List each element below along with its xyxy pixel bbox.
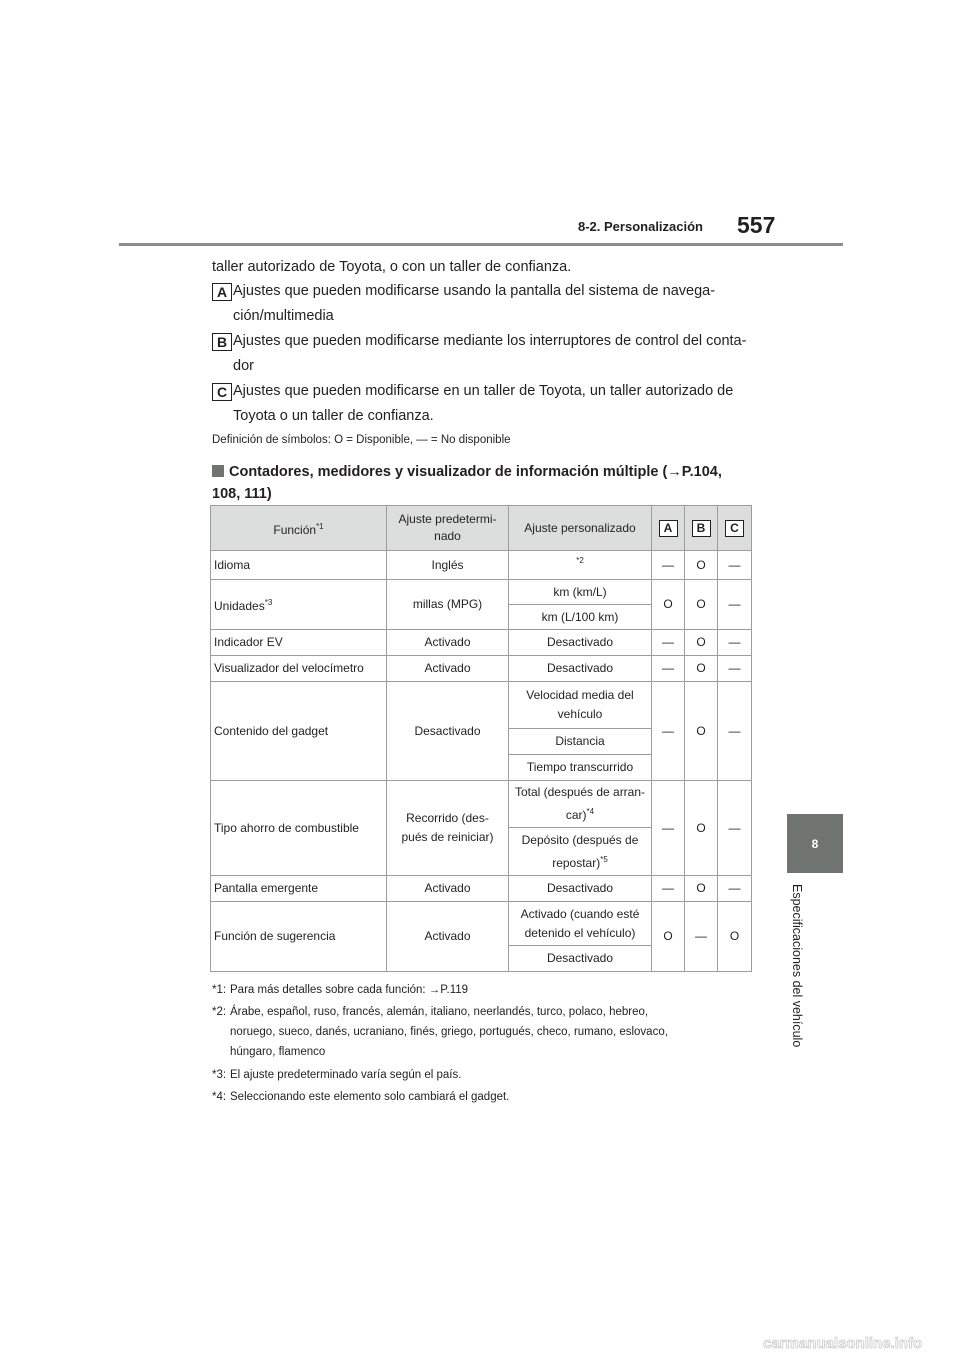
cell-b: O [685,876,718,902]
header-rule [119,243,843,246]
header-default: Ajuste predetermi- nado [387,506,509,551]
letter-b-icon: B [212,333,232,351]
watermark-logo [763,1334,953,1352]
letter-c-icon: C [725,520,744,537]
cell-c: — [718,630,752,656]
intro-text: taller autorizado de Toyota, o con un taller de confianza. [212,259,572,275]
section-title [212,461,772,505]
cell-b: O [685,781,718,876]
section-title-line1: Contadores, medidores y visualizador de información múltiple (→P.104, [229,464,722,480]
cell-custom: km (km/L) [509,580,652,605]
letter-a-icon: A [659,520,678,537]
header-b [685,506,718,551]
item-a [233,279,773,328]
cell-function: Tipo ahorro de combustible [211,781,387,876]
page-number: 557 [737,212,776,238]
cell-c: — [718,682,752,781]
header-custom: Ajuste personalizado [509,506,652,551]
cell-c: — [718,781,752,876]
cell-c: — [718,656,752,682]
item-c-line2: Toyota o un taller de confianza. [233,407,434,424]
chapter-tab[interactable] [787,814,843,873]
item-b-line2: dor [233,357,254,374]
chapter-label: Especificaciones del vehículo [790,884,804,1048]
item-a-line1: Ajustes que pueden modificarse usando la pantalla del sistema de navega- [233,283,716,299]
item-c-line1: Ajustes que pueden modificarse en un taller de Toyota, un taller autorizado de [233,383,734,399]
cell-c: O [718,902,752,972]
header-function: Función$^{*1}$ [211,506,387,551]
cell-a: — [652,551,685,580]
cell-default: Activado [387,630,509,656]
cell-default: Activado [387,656,509,682]
cell-custom: Desactivado [509,876,652,902]
cell-b: O [685,580,718,630]
table-row [211,630,752,656]
cell-default: millas (MPG) [387,580,509,630]
settings-table [210,505,752,972]
cell-function: Indicador EV [211,630,387,656]
cell-custom: km (L/100 km) [509,605,652,630]
table-row [211,551,752,580]
cell-function: Unidades$^{*3}$ [211,580,387,630]
cell-custom: Desactivado [509,656,652,682]
table-row [211,682,752,729]
cell-c: — [718,876,752,902]
cell-b: — [685,902,718,972]
cell-custom: Desactivado [509,630,652,656]
letter-a-icon: A [212,283,232,301]
cell-a: O [652,902,685,972]
table-row [211,876,752,902]
letter-b-icon: B [692,520,711,537]
table-row [211,902,752,946]
cell-function: Contenido del gadget [211,682,387,781]
cell-custom: Tiempo transcurrido [509,755,652,781]
cell-b: O [685,551,718,580]
cell-c: — [718,551,752,580]
item-c [233,379,773,428]
cell-a: O [652,580,685,630]
footnote-2: *2: Árabe, español, ruso, francés, alemán, italiano, neerlandés, turco, polaco, hebreo, noruego, sueco, danés, ucraniano, finés, griego, portugués, checo, rumano, eslovaco, húngaro, flamenco [212,1006,668,1058]
cell-a: — [652,682,685,781]
cell-custom: Distancia [509,729,652,755]
table-row [211,580,752,605]
cell-custom: Activado (cuando esté detenido el vehículo) [509,902,652,946]
cell-default: Activado [387,876,509,902]
cell-a: — [652,876,685,902]
cell-function: Visualizador del velocímetro [211,656,387,682]
item-a-line2: ción/multimedia [233,307,334,324]
cell-function: Idioma [211,551,387,580]
footnote-1: *1: Para más detalles sobre cada función: →P.119 [212,984,469,996]
cell-function: Función de sugerencia [211,902,387,972]
cell-custom: *2 [509,551,652,580]
table-row [211,656,752,682]
cell-custom: Depósito (después de repostar)$^{*5}$ [509,828,652,876]
footnote-4: *4: Seleccionando este elemento solo cambiará el gadget. [212,1091,510,1103]
letter-c-icon: C [212,383,232,401]
cell-b: O [685,682,718,781]
cell-b: O [685,656,718,682]
cell-custom: Total (después de arran- car)$^{*4}$ [509,781,652,828]
item-b-line1: Ajustes que pueden modificarse mediante los interruptores de control del conta- [233,333,747,349]
table-row [211,781,752,828]
header-a [652,506,685,551]
cell-default: Inglés [387,551,509,580]
svg-text:carmanualsonline.info: carmanualsonline.info [763,1335,923,1352]
cell-custom: Velocidad media del vehículo [509,682,652,729]
footnote-3: *3: El ajuste predeterminado varía según el país. [212,1069,462,1081]
cell-a: — [652,630,685,656]
chapter-number: 8 [811,836,819,851]
cell-custom: Desactivado [509,946,652,972]
symbol-legend: Definición de símbolos: O = Disponible, — = No disponible [212,434,511,446]
section-title-line2: 108, 111) [212,486,272,502]
header-c [718,506,752,551]
cell-default: Activado [387,902,509,972]
cell-b: O [685,630,718,656]
item-b [233,329,773,378]
cell-default: Recorrido (des- pués de reiniciar) [387,781,509,876]
cell-default: Desactivado [387,682,509,781]
cell-c: — [718,580,752,630]
table-header-row [211,506,752,551]
cell-function: Pantalla emergente [211,876,387,902]
section-heading: 8-2. Personalización [578,219,703,234]
cell-a: — [652,781,685,876]
cell-a: — [652,656,685,682]
